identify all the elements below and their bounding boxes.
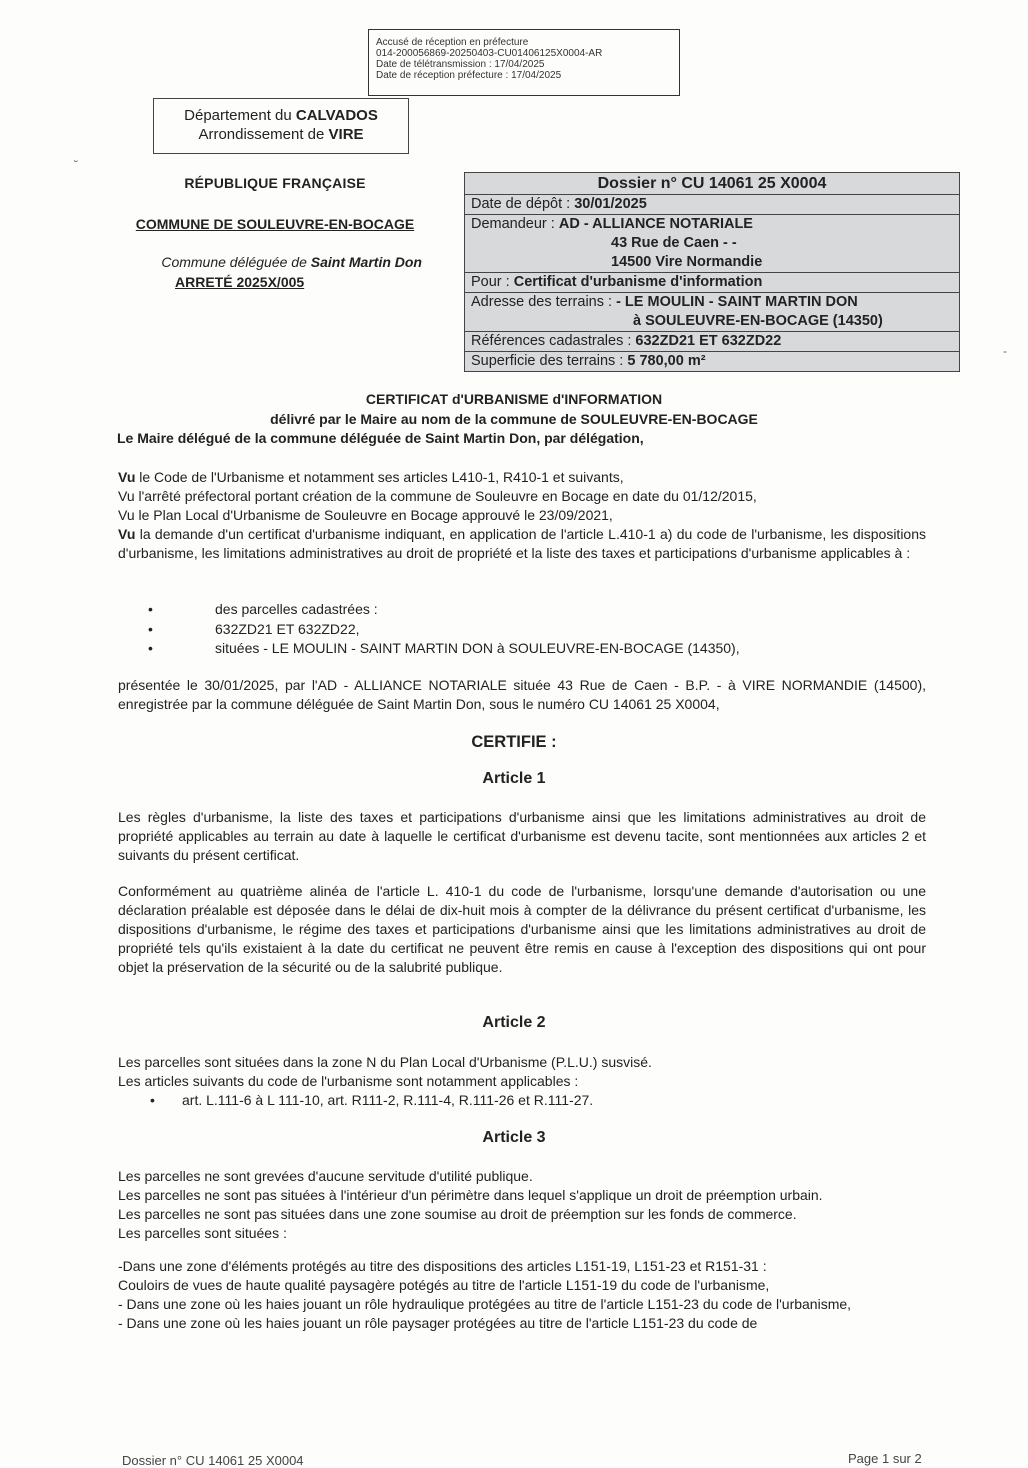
demandeur-name: AD - ALLIANCE NOTARIALE	[558, 216, 753, 232]
maire-delegation-line: Le Maire délégué de la commune déléguée de Saint Martin Don, par délégation,	[117, 430, 644, 446]
article-3-line: Les parcelles ne sont pas situées dans une zone soumise au droit de préemption sur les fonds de commerce.	[118, 1206, 797, 1222]
article-3-zone-line: Couloirs de vues de haute qualité paysagère potégés au titre de l'article L151-19 du code de l'urbanisme,	[118, 1277, 770, 1293]
demandeur-address-2: 14500 Vire Normandie	[611, 254, 763, 270]
footer-dossier-number: Dossier n° CU 14061 25 X0004	[122, 1453, 304, 1468]
article-2-title: Article 2	[482, 1014, 546, 1031]
article-3-zone-line: - Dans une zone où les haies jouant un rôle paysager protégées au titre de l'article L151-23 du code de	[118, 1315, 758, 1331]
presentee-paragraph: présentée le 30/01/2025, par l'AD - ALLIANCE NOTARIALE située 43 Rue de Caen - B.P. - à VIRE NORMANDIE (14500), enregistrée par la commune déléguée de Saint Martin Don, sous le numéro CU 14061 25 X0004,	[118, 677, 926, 712]
parcel-bullet-list	[148, 600, 740, 659]
adresse-label: Adresse des terrains :	[471, 294, 617, 310]
stamp-line: Accusé de réception en préfecture	[376, 37, 529, 48]
department-box	[153, 98, 409, 154]
commune-deleguee-name: Saint Martin Don	[310, 254, 422, 270]
stamp-line: Date de réception préfecture : 17/04/2025	[376, 70, 562, 81]
scan-mark: ˘	[74, 158, 78, 172]
dossier-demandeur-row	[465, 214, 959, 272]
stamp-line: 014-200056869-20250403-CU01406125X0004-AR	[376, 48, 603, 59]
commune-deleguee-prefix: Commune déléguée de	[161, 254, 311, 270]
visa-text: la demande d'un certificat d'urbanisme indiquant, en application de l'article L.410-1 a) du code de l'urbanisme, les dispositions d'urbanisme, les limitations administratives au droit de propriété et la liste des taxes et participations d'urbanisme applicables à :	[118, 526, 926, 561]
dossier-adresse-row	[465, 292, 959, 331]
list-item: • art. L.111-6 à L 111-10, art. R111-2, R.111-4, R.111-26 et R.111-27.	[150, 1091, 593, 1111]
dossier-pour-row	[465, 272, 959, 292]
dossier-depot-row	[465, 194, 959, 214]
visa-text: le Code de l'Urbanisme et notamment ses articles L410-1, R410-1 et suivants,	[135, 469, 624, 485]
article-2-line: Les articles suivants du code de l'urbanisme sont notamment applicables :	[118, 1073, 579, 1089]
dossier-info-box	[464, 172, 960, 372]
article-3-zone-line: - Dans une zone où les haies jouant un rôle hydraulique protégées au titre de l'article L151-23 du code de l'urbanisme,	[118, 1296, 852, 1312]
dossier-refs-row	[465, 331, 959, 351]
article-1-paragraph-1: Les règles d'urbanisme, la liste des taxes et participations d'urbanisme ainsi que les limitations administratives au droit de propriété applicables au terrain au date à laquelle le certificat d'urbanisme est devenu tacite, sont mentionnées aux articles 2 et suivants du présent certificat.	[118, 809, 926, 863]
article-1-title: Article 1	[482, 770, 546, 787]
article-2-body	[118, 1053, 926, 1091]
depot-label: Date de dépôt :	[471, 196, 575, 212]
visas-block	[118, 468, 926, 563]
dossier-title: Dossier n° CU 14061 25 X0004	[597, 175, 827, 192]
arrondissement-name: VIRE	[328, 126, 364, 143]
visa-bold: Vu	[118, 526, 136, 542]
superficie-value: 5 780,00 m²	[627, 353, 706, 369]
dossier-superficie-row	[465, 351, 959, 371]
depot-value: 30/01/2025	[574, 196, 647, 212]
article-3-zones	[118, 1257, 926, 1333]
article-3-lines	[118, 1167, 926, 1243]
dept-prefix: Département du	[184, 107, 296, 124]
refs-value: 632ZD21 ET 632ZD22	[635, 333, 782, 349]
article-3-line: Les parcelles ne sont pas situées à l'intérieur d'un périmètre dans lequel s'applique un droit de préemption urbain.	[118, 1187, 823, 1203]
visa-line	[118, 525, 926, 563]
visa-line	[118, 487, 926, 506]
adresse-line-1: - LE MOULIN - SAINT MARTIN DON	[616, 294, 858, 310]
demandeur-address-1: 43 Rue de Caen - -	[611, 235, 737, 251]
certificate-subtitle: délivré par le Maire au nom de la commune de SOULEUVRE-EN-BOCAGE	[270, 411, 758, 427]
superficie-label: Superficie des terrains :	[471, 353, 628, 369]
article-3-line: Les parcelles ne sont grevées d'aucune servitude d'utilité publique.	[118, 1168, 533, 1184]
visa-line	[118, 506, 926, 525]
list-item: • des parcelles cadastrées :	[148, 600, 740, 620]
prefecture-receipt-stamp	[368, 29, 680, 96]
certifie-heading: CERTIFIE :	[471, 733, 557, 751]
republique-header: RÉPUBLIQUE FRANÇAISE	[184, 175, 366, 191]
adresse-line-2: à SOULEUVRE-EN-BOCAGE (14350)	[633, 313, 883, 329]
article-3-zone-line: -Dans une zone d'éléments protégés au titre des dispositions des articles L151-19, L151-23 et R151-31 :	[118, 1258, 767, 1274]
article-2-line: Les parcelles sont situées dans la zone N du Plan Local d'Urbanisme (P.L.U.) susvisé.	[118, 1054, 652, 1070]
commune-deleguee	[110, 254, 440, 270]
demandeur-label: Demandeur :	[471, 216, 559, 232]
list-item: • 632ZD21 ET 632ZD22,	[148, 620, 740, 640]
article-3-line: Les parcelles sont situées :	[118, 1225, 287, 1241]
certificate-title: CERTIFICAT d'URBANISME d'INFORMATION	[365, 391, 663, 407]
commune-header: COMMUNE DE SOULEUVRE-EN-BOCAGE	[135, 216, 415, 232]
refs-label: Références cadastrales :	[471, 333, 636, 349]
arrete-number: ARRETÉ 2025X/005	[175, 274, 305, 290]
visa-bold: Vu	[118, 469, 136, 485]
visa-line	[118, 468, 926, 487]
article-2-bullet-list	[150, 1091, 593, 1111]
dept-name: CALVADOS	[295, 107, 378, 124]
article-1-paragraph-2: Conformément au quatrième alinéa de l'article L. 410-1 du code de l'urbanisme, lorsqu'une demande d'autorisation ou une déclaration préalable est déposée dans le délai de dix-huit mois à compter de la délivrance du présent certificat d'urbanisme, les dispositions d'urbanisme, le régime des taxes et participations d'urbanisme ainsi que les limitations administratives au droit de propriété tels qu'ils existaient à la date du certificat ne peuvent être remis en cause à l'exception des dispositions qui ont pour objet la préservation de la sécurité ou de la salubrité publique.	[118, 883, 926, 975]
visa-text: Vu le Plan Local d'Urbanisme de Souleuvre en Bocage approuvé le 23/09/2021,	[118, 507, 613, 523]
article-3-title: Article 3	[482, 1129, 546, 1146]
pour-value: Certificat d'urbanisme d'information	[513, 274, 763, 290]
pour-label: Pour :	[471, 274, 514, 290]
visa-text: Vu l'arrêté préfectoral portant création de la commune de Souleuvre en Bocage en date du 01/12/2015,	[118, 488, 757, 504]
footer-page-number: Page 1 sur 2	[848, 1451, 922, 1466]
arrondissement-prefix: Arrondissement de	[198, 126, 329, 143]
stamp-line: Date de télétransmission : 17/04/2025	[376, 59, 545, 70]
list-item: • situées - LE MOULIN - SAINT MARTIN DON à SOULEUVRE-EN-BOCAGE (14350),	[148, 639, 740, 659]
scan-mark: -	[1003, 344, 1007, 358]
